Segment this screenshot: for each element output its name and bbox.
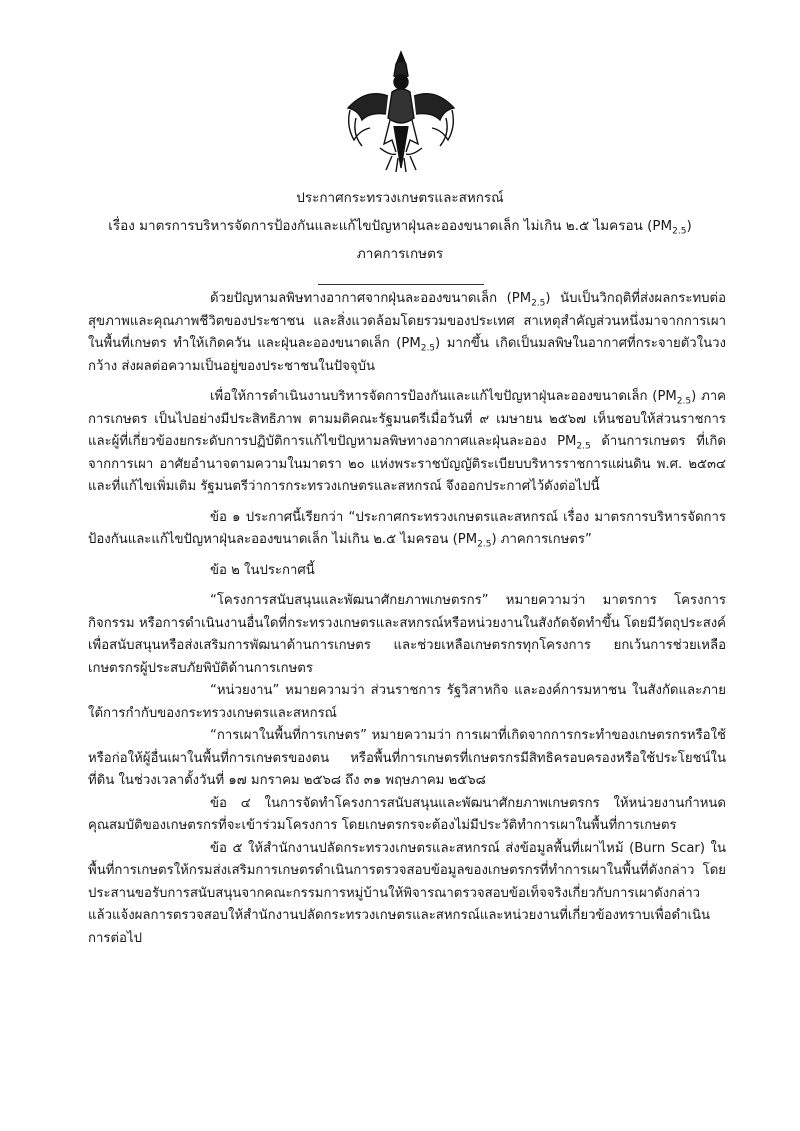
clause-5: ข้อ ๕ ให้สำนักงานปลัดกระทรวงเกษตรและสหกรณ์ ส่งข้อมูลพื้นที่เผาไหม้ (Burn Scar) ในพื้นที่การเกษตรให้กรมส่งเสริมการเกษตรดำเนินการตรวจสอบข้อมูลของเกษตรกรที่ทำการเผาในพื้นที่ดังกล่าว โดยประสานขอรับการสนับสนุนจากคณะกรรมการหมู่บ้านให้พิจารณาตรวจสอบข้อเท็จจริงเกี่ยวกับการเผาดังกล่าว แล้วแจ้งผลการตรวจสอบให้สำนักงานปลัดกระทรวงเกษตรและสหกรณ์และหน่วยงานที่เกี่ยวข้องทราบเพื่อดำเนินการต่อไป [88, 840, 726, 946]
definition-support-project: “โครงการสนับสนุนและพัฒนาศักยภาพเกษตรกร” หมายความว่า มาตรการ โครงการ กิจกรรม หรือการดำเนินงานอื่นใดที่กระทรวงเกษตรและสหกรณ์หรือหน่วยงานในสังกัดจัดทำขึ้น โดยมีวัตถุประสงค์เพื่อสนับสนุนหรือส่งเสริมการพัฒนาด้านการเกษตร และช่วยเหลือเกษตรกรทุกโครงการ ยกเว้นการช่วยเหลือเกษตรกรผู้ประสบภัยพิบัติด้านการเกษตร [88, 593, 726, 676]
definition-burning: “การเผาในพื้นที่การเกษตร” หมายความว่า การเผาที่เกิดจากการกระทำของเกษตรกรหรือใช้หรือก่อให้ผู้อื่นเผาในพื้นที่การเกษตรของตน หรือพื้นที่การเกษตรที่เกษตรกรมีสิทธิครอบครองหรือใช้ประโยชน์ในที่ดิน ในช่วงเวลาตั้งวันที่ ๑๗ มกราคม ๒๕๖๘ ถึง ๓๑ พฤษภาคม ๒๕๖๘ [88, 728, 726, 788]
clause-1: ข้อ ๑ ประกาศนี้เรียกว่า “ประกาศกระทรวงเกษตรและสหกรณ์ เรื่อง มาตรการบริหารจัดการป้องกันและแก้ไขปัญหาฝุ่นละอองขนาดเล็ก ไม่เกิน ๒.๕ ไมครอน $(PM_{2.5})$ ภาคการเกษตร” [88, 509, 726, 550]
definition-agency: “หน่วยงาน” หมายความว่า ส่วนราชการ รัฐวิสาหกิจ และองค์การมหาชน ในสังกัดและภายใต้การกำกับของกระทรวงเกษตรและสหกรณ์ [88, 683, 726, 721]
announcement-subject: เรื่อง มาตรการบริหารจัดการป้องกันและแก้ไขปัญหาฝุ่นละอองขนาดเล็ก ไม่เกิน ๒.๕ ไมครอน $(PM_{2.5})$ [108, 218, 692, 237]
clause-4: ข้อ ๔ ในการจัดทำโครงการสนับสนุนและพัฒนาศักยภาพเกษตรกร ให้หน่วยงานกำหนดคุณสมบัติของเกษตรกรที่จะเข้าร่วมโครงการ โดยเกษตรกรจะต้องไม่มีประวัติทำการเผาในพื้นที่การเกษตร [88, 795, 726, 833]
document-body [88, 288, 726, 950]
clause-2: ข้อ ๒ ในประกาศนี้ [210, 562, 315, 578]
divider [318, 284, 484, 285]
announcement-sector: ภาคการเกษตร [356, 246, 444, 262]
paragraph-preamble-2: เพื่อให้การดำเนินงานบริหารจัดการป้องกันและแก้ไขปัญหาฝุ่นละอองขนาดเล็ก $(PM_{2.5})$ ภาคการเกษตร เป็นไปอย่างมีประสิทธิภาพ ตามมติคณะรัฐมนตรีเมื่อวันที่ ๙ เมษายน ๒๕๖๗ เห็นชอบให้ส่วนราชการและผู้ที่เกี่ยวข้องยกระดับการปฏิบัติการแก้ไขปัญหามลพิษทางอากาศและฝุ่นละออง $PM_{2.5}$ ด้านการเกษตร ที่เกิดจากการเผา อาศัยอำนาจตามความในมาตรา ๒๐ แห่งพระราชบัญญัติระเบียบบริหารราชการแผ่นดิน พ.ศ. ๒๕๓๔ และที่แก้ไขเพิ่มเติม รัฐมนตรีว่าการกระทรวงเกษตรและสหกรณ์ จึงออกประกาศไว้ดังต่อไปนี้ [88, 389, 726, 494]
garuda-emblem-icon [340, 48, 462, 176]
paragraph-preamble-1: ด้วยปัญหามลพิษทางอากาศจากฝุ่นละอองขนาดเล็ก $(PM_{2.5})$ นับเป็นวิกฤติที่ส่งผลกระทบต่อสุขภาพและคุณภาพชีวิตของประชาชน และสิ่งแวดล้อมโดยรวมของประเทศ สาเหตุสำคัญส่วนหนึ่งมาจากการเผาในพื้นที่เกษตร ทำให้เกิดควัน และฝุ่นละอองขนาดเล็ก $(PM_{2.5})$ มากขึ้น เกิดเป็นมลพิษในอากาศที่กระจายตัวในวงกว้าง ส่งผลต่อความเป็นอยู่ของประชาชนในปัจจุบัน [88, 291, 726, 374]
announcement-title: ประกาศกระทรวงเกษตรและสหกรณ์ [296, 190, 504, 206]
